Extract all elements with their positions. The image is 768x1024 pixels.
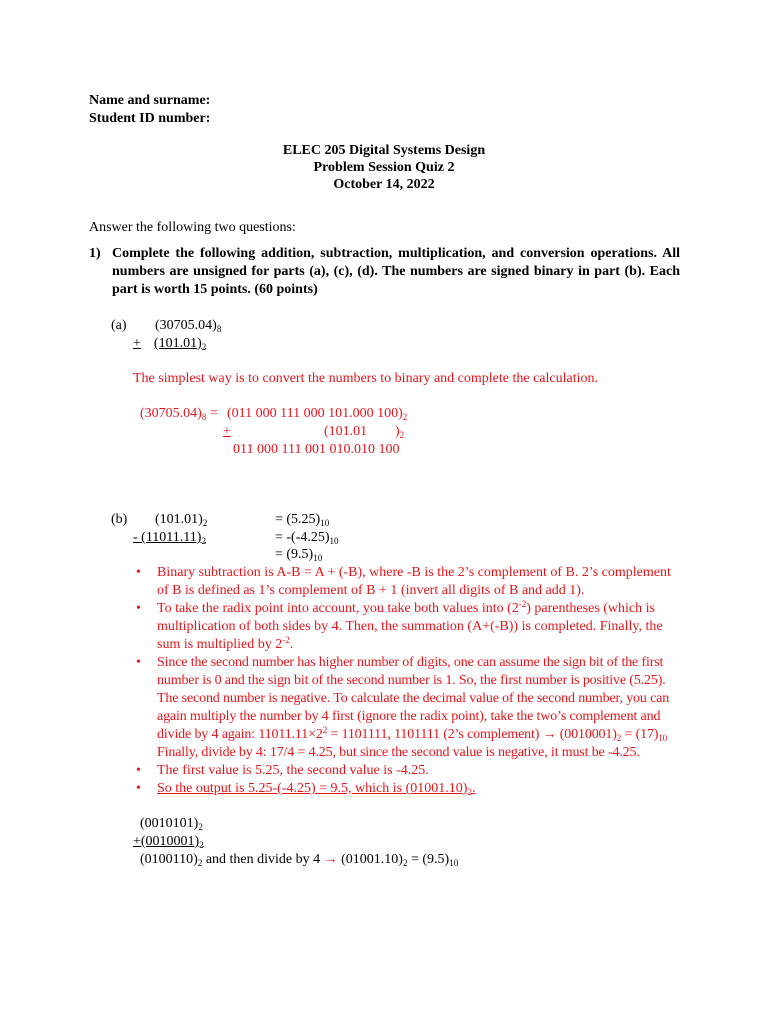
part-a-binary-conversion: (011 000 111 000 101.000 $100)_2$ xyxy=(227,406,408,422)
list-item: • Since the second number has higher number of digits, one can assume the sign bit of the first number is 0 and the sign bit of the second number is 1. So, the first number is positive (5.25). The second number is negative. To calculate the decimal value of the second number, you can again multiply the number by 4 first (ignore the radix point), take the two’s complement and divide by 4 again: $11011.11\times 2^2 = 1101111$, 1101111 (2’s complement) → $(0010001)_2 = (17)_{10}$ Finally, divide by 4: 17/4 = 4.25, but since the second value is negative, it must be -4.25. xyxy=(136,655,670,760)
part-b-explanation-list xyxy=(133,564,681,798)
question-number: 1) xyxy=(89,246,101,261)
list-item: • Binary subtraction is A-B = A + (-B), where -B is the 2’s complement of B. 2’s complement of B is defined as 1’s complement of B + 1 (invert all digits of B and add 1). xyxy=(136,565,671,598)
part-a-addend: + (101.01 )$_2$ xyxy=(223,424,405,440)
work-line-3: $(0100110)_2$ and then divide by $4 \to (01001.10)_2 = (9.5)_{10}$ xyxy=(140,852,459,868)
part-b-decimal1: = $(5.25)_{10}$ xyxy=(275,512,330,528)
part-a-operand1: $(30705.04)_8$ xyxy=(155,318,222,334)
part-b-decimal2: = $-(-4.25)_{10}$ xyxy=(275,530,339,546)
part-b-operand1: $(101.01)_2$ xyxy=(155,512,208,528)
part-b-operand2: - $(11011.11)_2$ xyxy=(133,530,206,546)
student-id-field-label: Student ID number: xyxy=(89,111,211,126)
part-b-label: (b) xyxy=(111,512,128,527)
quiz-date: October 14, 2022 xyxy=(333,177,435,192)
work-line-2: $+(0010001)_2$ xyxy=(133,834,204,850)
question-text: Complete the following addition, subtraction, multiplication, and conversion operations. All numbers are unsigned for parts (a), (c), (d). The numbers are signed binary in part (b). Each part is worth 15 points. (60 points) xyxy=(112,246,680,297)
part-a-answer-intro: The simplest way is to convert the numbers to binary and complete the calculation. xyxy=(133,371,598,386)
part-b-decimal-result: = $(9.5)_{10}$ xyxy=(275,547,323,563)
quiz-title: Problem Session Quiz 2 xyxy=(313,160,455,175)
list-item: • To take the radix point into account, you take both values into $(2^{-2})$ parentheses (which is multiplication of both sides by 4. Then, the summation (A+(-B)) is completed. Finally, the sum is multiplied by $2^{-2}$. xyxy=(136,599,663,652)
instructions: Answer the following two questions: xyxy=(89,220,296,235)
part-a-result: 011 000 111 001 010.010 100 xyxy=(233,442,400,457)
course-title: ELEC 205 Digital Systems Design xyxy=(282,143,486,158)
work-line-1: $(0010101)_2$ xyxy=(140,816,203,832)
part-a-label: (a) xyxy=(111,318,127,333)
part-a-octal-value: $(30705.04)_8$ = xyxy=(140,406,218,422)
part-a-operand2: + $(101.01)_2$ xyxy=(133,336,207,352)
list-item: • The first value is 5.25, the second value is -4.25. xyxy=(136,763,429,778)
name-field-label: Name and surname: xyxy=(89,93,211,108)
list-item: • So the output is 5.25-(-4.25) = 9.5, which is $(01001.10)_2$. xyxy=(136,781,476,797)
arrow-icon: → xyxy=(323,852,338,867)
